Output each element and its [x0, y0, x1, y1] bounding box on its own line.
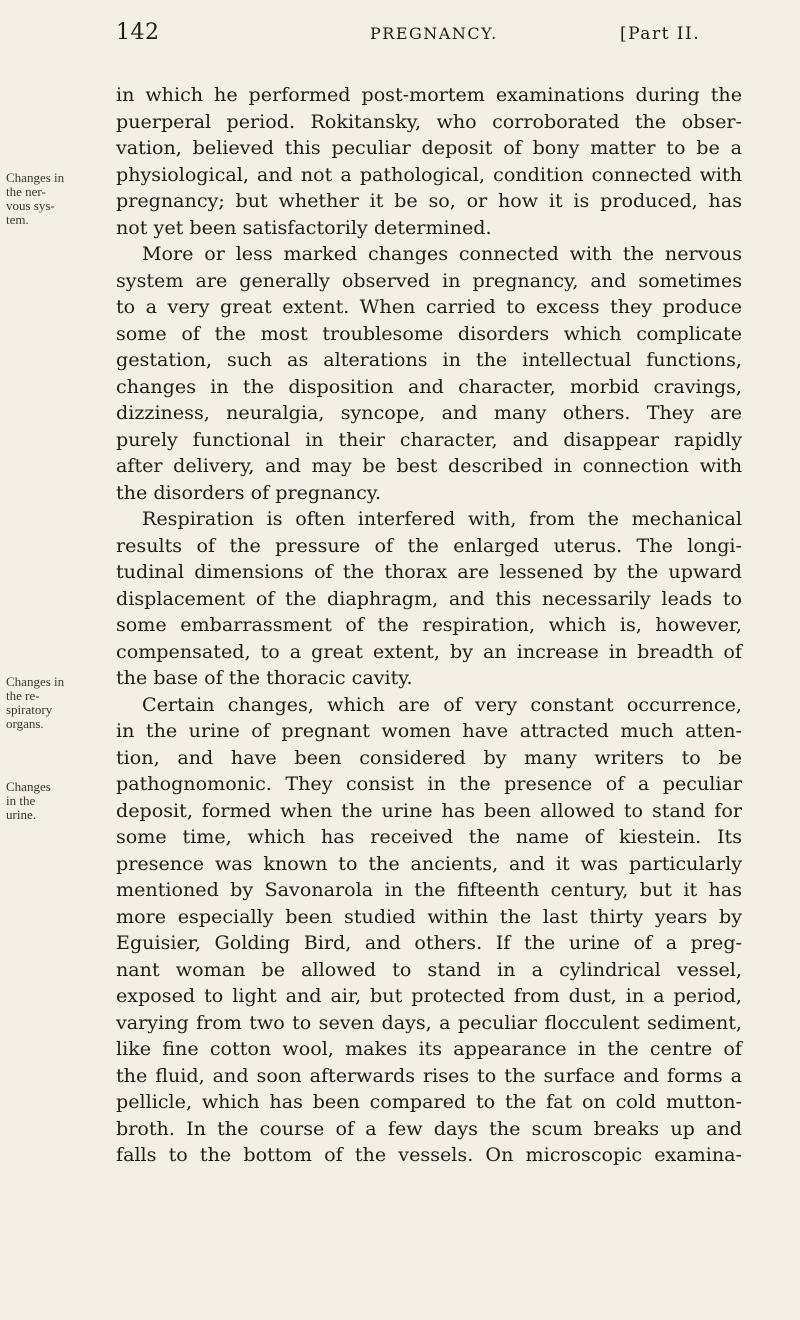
text-line: the disorders of pregnancy.: [116, 480, 382, 504]
text-line: exposed to light and air, but protected from dust, in a period,: [116, 984, 742, 1007]
margin-note-line: in the: [6, 793, 36, 808]
text-line: in the urine of pregnant women have attracted much atten-: [116, 719, 742, 742]
text-line: mentioned by Savonarola in the fifteenth century, but it has: [116, 878, 742, 901]
text-line: Respiration is often interfered with, from the mechanical: [142, 507, 742, 530]
text-line: pathognomonic. They consist in the presence of a peculiar: [116, 772, 742, 795]
text-line: deposit, formed when the urine has been allowed to stand for: [116, 798, 742, 822]
text-line: tudinal dimensions of the thorax are lessened by the upward: [116, 560, 742, 583]
text-line: varying from two to seven days, a peculiar flocculent sediment,: [116, 1010, 742, 1034]
text-line: some time, which has received the name of kiestein. Its: [116, 825, 742, 848]
text-line: system are generally observed in pregnancy, and sometimes: [116, 268, 742, 292]
margin-note-respiratory-organs: [6, 675, 106, 731]
text-line: displacement of the diaphragm, and this necessarily leads to: [116, 586, 742, 610]
text-line: puerperal period. Rokitansky, who corroborated the obser-: [116, 109, 742, 133]
margin-note-line: Changes in: [6, 674, 65, 689]
text-line: broth. In the course of a few days the scum breaks up and: [116, 1116, 742, 1140]
text-line: Eguisier, Golding Bird, and others. If the urine of a preg-: [116, 931, 742, 954]
text-line: more especially been studied within the last thirty years by: [116, 904, 742, 928]
text-line: nant woman be allowed to stand in a cylindrical vessel,: [116, 957, 742, 981]
text-line: results of the pressure of the enlarged uterus. The longi-: [116, 533, 742, 557]
part-label: [Part II.: [620, 24, 701, 44]
margin-note-nervous-system: [6, 171, 106, 227]
text-line: Certain changes, which are of very constant occurrence,: [142, 692, 742, 716]
margin-note-line: the re-: [6, 688, 40, 703]
margin-note-urine: [6, 780, 106, 822]
margin-note-line: Changes in: [6, 170, 65, 185]
text-line: vation, believed this peculiar deposit of bony matter to be a: [116, 136, 742, 159]
text-line: falls to the bottom of the vessels. On microscopic examina-: [116, 1143, 742, 1166]
page-number: 142: [116, 20, 160, 45]
text-line: after delivery, and may be best described in connection with: [116, 454, 742, 477]
text-line: pregnancy; but whether it be so, or how it is produced, has: [116, 189, 742, 212]
margin-note-line: spiratory: [6, 702, 53, 717]
running-title: PREGNANCY.: [370, 24, 498, 43]
text-line: dizziness, neuralgia, syncope, and many others. They are: [116, 401, 742, 424]
text-line: More or less marked changes connected with the nervous: [142, 242, 742, 265]
text-line: like fine cotton wool, makes its appearance in the centre of: [116, 1037, 742, 1060]
text-line: gestation, such as alterations in the intellectual functions,: [116, 348, 742, 371]
margin-note-line: Changes: [6, 779, 51, 794]
body-text: [116, 82, 742, 1169]
text-line: in which he performed post-mortem examinations during the: [116, 83, 742, 106]
margin-note-line: urine.: [6, 807, 36, 822]
text-line: pellicle, which has been compared to the fat on cold mutton-: [116, 1090, 742, 1113]
text-line: not yet been satisfactorily determined.: [116, 215, 492, 239]
text-line: presence was known to the ancients, and it was particularly: [116, 851, 742, 875]
margin-note-line: organs.: [6, 716, 44, 731]
text-line: to a very great extent. When carried to excess they produce: [116, 295, 742, 318]
text-line: some embarrassment of the respiration, which is, however,: [116, 613, 742, 636]
text-line: the fluid, and soon afterwards rises to the surface and forms a: [116, 1063, 742, 1087]
text-line: some of the most troublesome disorders which complicate: [116, 321, 742, 345]
page-header: [0, 20, 800, 60]
text-line: purely functional in their character, and disappear rapidly: [116, 427, 742, 451]
margin-note-line: tem.: [6, 212, 29, 227]
text-line: the base of the thoracic cavity.: [116, 666, 413, 689]
margin-note-line: the ner-: [6, 184, 46, 199]
text-line: changes in the disposition and character, morbid cravings,: [116, 374, 742, 398]
margin-note-line: vous sys-: [6, 198, 55, 213]
text-line: tion, and have been considered by many writers to be: [116, 745, 742, 769]
text-line: compensated, to a great extent, by an increase in breadth of: [116, 639, 742, 663]
text-line: physiological, and not a pathological, condition connected with: [116, 162, 742, 186]
